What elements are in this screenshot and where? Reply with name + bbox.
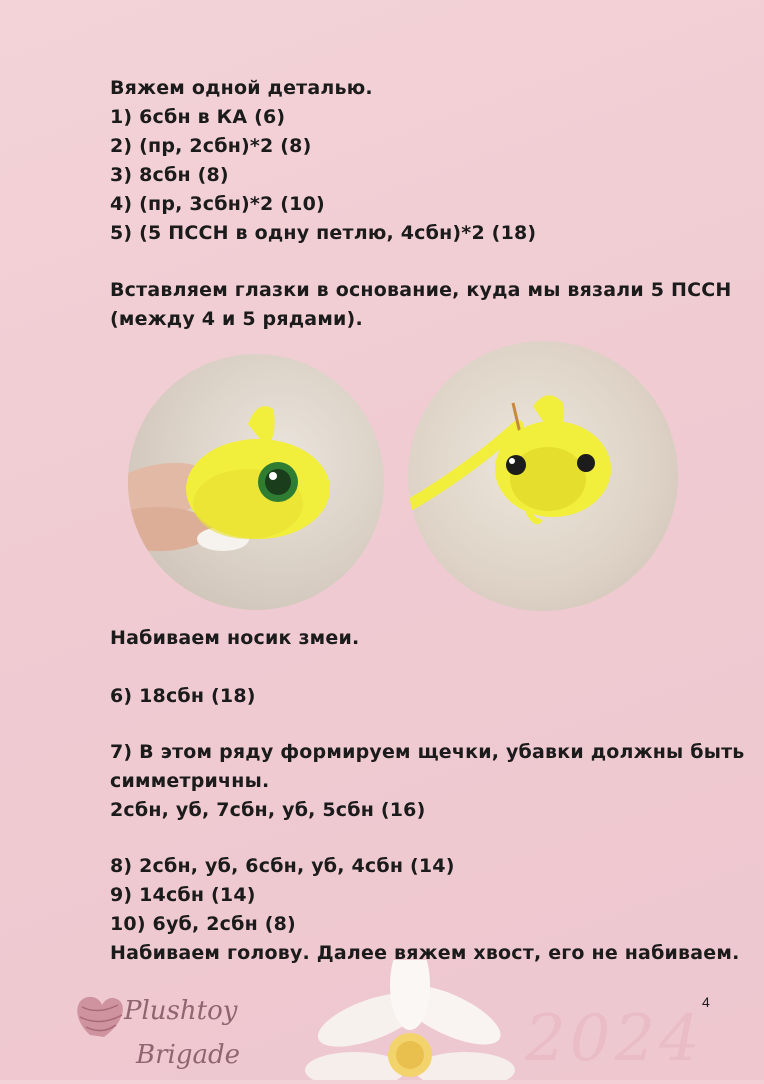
instruction-line: 3) 8сбн (8): [110, 164, 229, 186]
intro-instructions: [110, 74, 710, 248]
row7-instructions: [110, 738, 745, 825]
instruction-line: (между 4 и 5 рядами).: [110, 308, 363, 330]
instruction-line: 6) 18сбн (18): [110, 685, 256, 707]
logo-text-line1: Plushtoy: [124, 996, 238, 1026]
instruction-line: Набиваем голову. Далее вяжем хвост, его не набиваем.: [110, 942, 740, 964]
instruction-line: 5) (5 ПССН в одну петлю, 4сбн)*2 (18): [110, 222, 537, 244]
instruction-line: 7) В этом ряду формируем щечки, убавки должны быть: [110, 741, 745, 763]
rows8-10-instructions: [110, 852, 740, 968]
year-watermark: 2024: [525, 1002, 704, 1076]
photo-snake-head-front: [408, 341, 678, 611]
plushtoy-brigade-logo: [68, 975, 268, 1075]
instruction-line: Вяжем одной деталью.: [110, 77, 373, 99]
instruction-line: Набиваем носик змеи.: [110, 627, 360, 649]
nose-instruction: [110, 624, 710, 653]
instruction-line: 1) 6сбн в КА (6): [110, 106, 286, 128]
logo-text-line2: Brigade: [136, 1040, 241, 1070]
eyes-instructions: [110, 276, 732, 334]
instruction-line: 4) (пр, 3сбн)*2 (10): [110, 193, 325, 215]
instruction-line: 8) 2сбн, уб, 6сбн, уб, 4сбн (14): [110, 855, 455, 877]
instruction-line: 9) 14сбн (14): [110, 884, 256, 906]
instruction-line: 2) (пр, 2сбн)*2 (8): [110, 135, 312, 157]
daisy-flower-decoration: [300, 960, 520, 1080]
instruction-line: симметричны.: [110, 770, 270, 792]
photo-snake-head-side: [128, 354, 384, 610]
page-number: 4: [702, 994, 710, 1010]
instruction-line: 2сбн, уб, 7сбн, уб, 5сбн (16): [110, 799, 426, 821]
instruction-line: 10) 6уб, 2сбн (8): [110, 913, 296, 935]
yarn-heart-icon: [77, 997, 123, 1037]
instruction-line: Вставляем глазки в основание, куда мы вязали 5 ПССН: [110, 279, 732, 301]
row6-instruction: [110, 682, 710, 711]
